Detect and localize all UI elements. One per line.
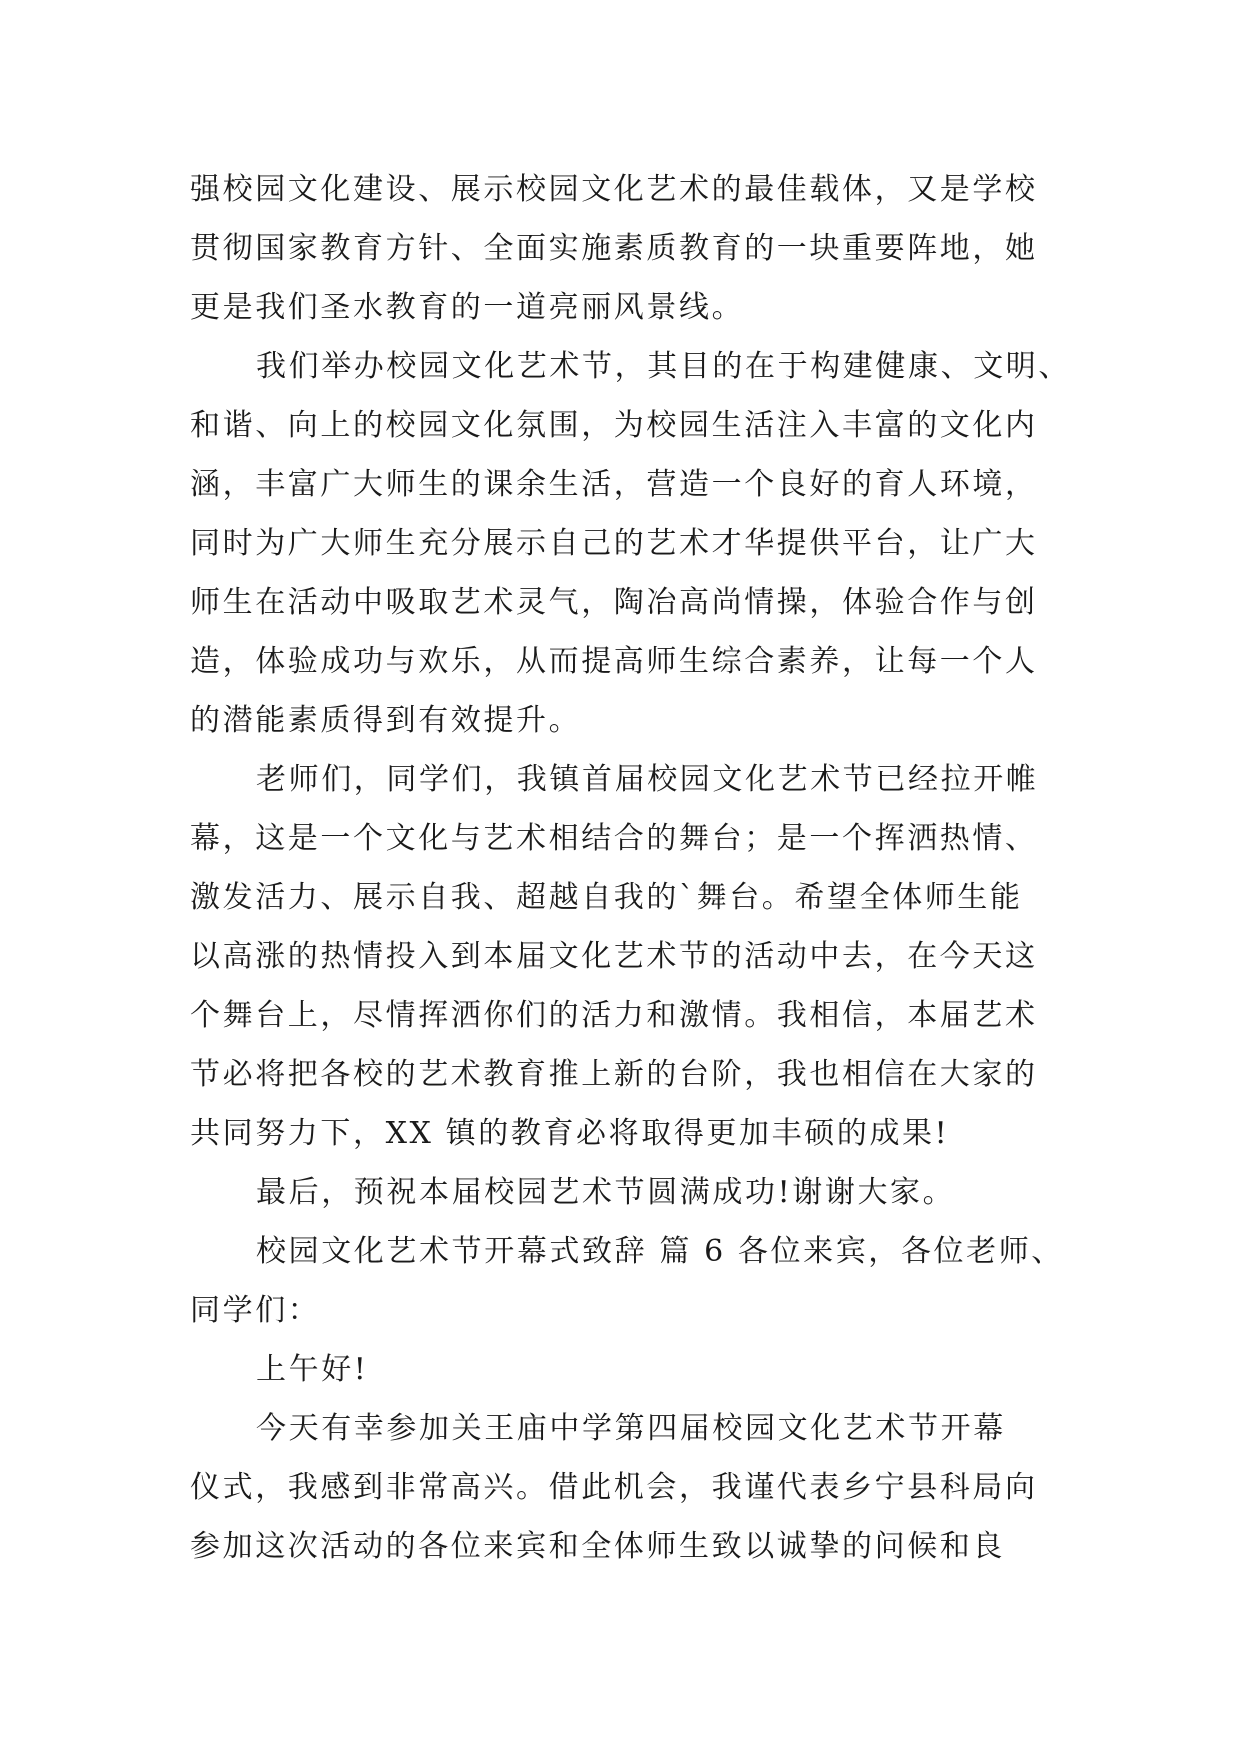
text-line: 涵，丰富广大师生的课余生活，营造一个良好的育人环境， (190, 467, 1038, 502)
paragraph-start-line: 今天有幸参加关王庙中学第四届校园文化艺术节开幕 (256, 1411, 1006, 1446)
text-line: 参加这次活动的各位来宾和全体师生致以诚挚的问候和良 (190, 1529, 1005, 1564)
text-line: 激发活力、展示自我、超越自我的`舞台。希望全体师生能 (190, 880, 1023, 915)
text-line: 幕，这是一个文化与艺术相结合的舞台；是一个挥洒热情、 (190, 821, 1038, 856)
text-line: 以高涨的热情投入到本届文化艺术节的活动中去，在今天这 (190, 939, 1038, 974)
text-line: 强校园文化建设、展示校园文化艺术的最佳载体，又是学校 (190, 172, 1038, 207)
text-line: 造，体验成功与欢乐，从而提高师生综合素养，让每一个人 (190, 644, 1038, 679)
text-line: 更是我们圣水教育的一道亮丽风景线。 (190, 290, 745, 325)
paragraph-start-line: 上午好! (256, 1352, 369, 1387)
text-line: 的潜能素质得到有效提升。 (190, 703, 582, 738)
document-body (190, 160, 1071, 1576)
paragraph-start-line: 校园文化艺术节开幕式致辞 篇 6 各位来宾，各位老师、 (256, 1234, 1064, 1269)
paragraph-start-line: 我们举办校园文化艺术节，其目的在于构建健康、文明、 (256, 349, 1071, 384)
text-line: 同学们： (190, 1293, 321, 1328)
text-line: 和谐、向上的校园文化氛围，为校园生活注入丰富的文化内 (190, 408, 1038, 443)
text-line: 节必将把各校的艺术教育推上新的台阶，我也相信在大家的 (190, 1057, 1038, 1092)
text-line: 贯彻国家教育方针、全面实施素质教育的一块重要阵地，她 (190, 231, 1038, 266)
text-line: 个舞台上，尽情挥洒你们的活力和激情。我相信，本届艺术 (190, 998, 1038, 1033)
paragraph-start-line: 最后，预祝本届校园艺术节圆满成功!谢谢大家。 (256, 1175, 956, 1210)
text-line: 同时为广大师生充分展示自己的艺术才华提供平台，让广大 (190, 526, 1038, 561)
text-line: 共同努力下，XX 镇的教育必将取得更加丰硕的成果! (190, 1116, 950, 1151)
paragraph-start-line: 老师们，同学们，我镇首届校园文化艺术节已经拉开帷 (256, 762, 1039, 797)
text-line: 仪式，我感到非常高兴。借此机会，我谨代表乡宁县科局向 (190, 1470, 1038, 1505)
text-line: 师生在活动中吸取艺术灵气，陶冶高尚情操，体验合作与创 (190, 585, 1038, 620)
